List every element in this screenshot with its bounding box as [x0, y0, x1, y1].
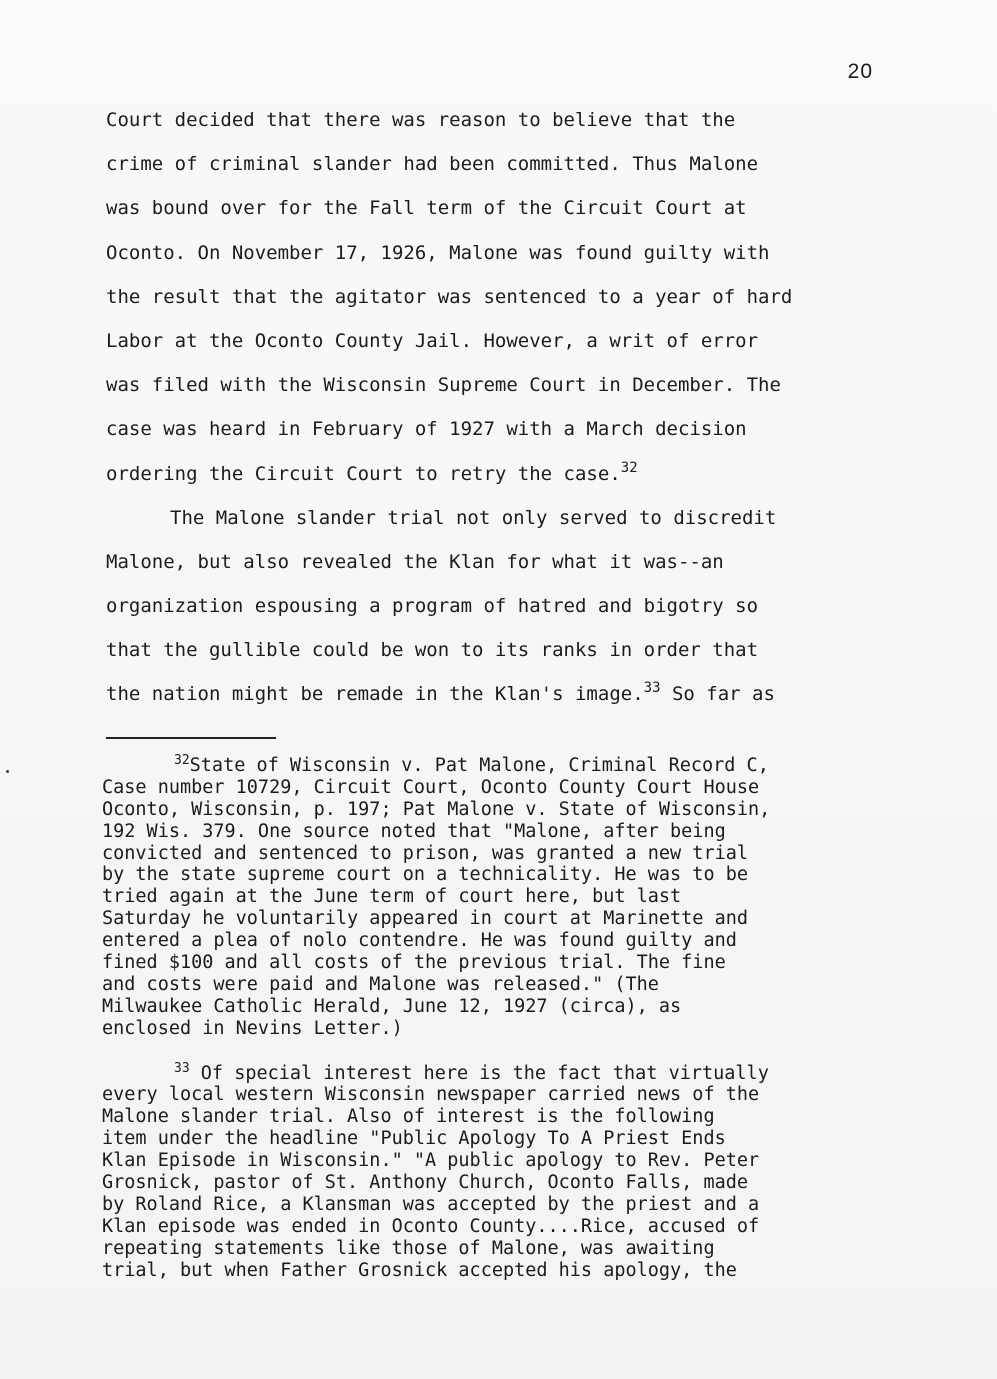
footnote [102, 1060, 902, 1282]
footnote-line-text: Oconto, Wisconsin, p. 197; Pat Malone v. State of Wisconsin, [102, 798, 771, 820]
footnote-line-text: Saturday he voluntarily appeared in court at Marinette and [102, 908, 749, 930]
footnote-reference: 33 [643, 680, 661, 697]
body-line [106, 452, 906, 496]
body-line [106, 275, 906, 319]
body-line-text: Oconto. On November 17, 1926, Malone was found guilty with [106, 241, 770, 264]
footnotes [102, 755, 902, 1304]
footnote-line-text: tried again at the June term of court here, but last [102, 886, 682, 908]
footnote-line-text: State of Wisconsin v. Pat Malone, Criminal Record C, [189, 755, 769, 776]
body-line [106, 231, 906, 275]
body-line [106, 407, 906, 451]
footnote-line [102, 821, 902, 843]
footnote-line [102, 974, 902, 996]
body-line [106, 584, 906, 628]
body-line-text: ordering the Circuit Court to retry the case. [106, 462, 621, 485]
body-line-text: crime of criminal slander had been committed. Thus Malone [106, 153, 759, 176]
footnote-line [102, 908, 902, 930]
footnote-line-text: repeating statements like those of Malone, was awaiting [102, 1237, 715, 1259]
body-line [106, 496, 906, 540]
margin-speck [6, 770, 9, 773]
footnote-line [102, 843, 902, 865]
footnote-line [102, 1150, 902, 1172]
footnote-line [102, 864, 902, 886]
footnote-line [102, 1194, 902, 1216]
footnote-line-text: Milwaukee Catholic Herald, June 12, 1927 (circa), as [102, 995, 682, 1017]
footnote-line-text: Malone slander trial. Also of interest is the following [102, 1106, 715, 1128]
body-line-text: was bound over for the Fall term of the Circuit Court at [106, 197, 747, 220]
footnote-line [102, 1128, 902, 1150]
body-line-text: The Malone slander trial not only served to discredit [170, 506, 777, 529]
body-line-text: was filed with the Wisconsin Supreme Court in December. The [106, 374, 781, 397]
footnote-line-text: 192 Wis. 379. One source noted that "Malone, after being [102, 820, 726, 842]
footnote-line-text: fined $100 and all costs of the previous trial. The fine [102, 952, 726, 974]
footnote-line-text: item under the headline "Public Apology To A Priest Ends [102, 1128, 726, 1150]
body-line [106, 186, 906, 230]
body-line [106, 98, 906, 142]
body-line-text: the nation might be remade in the Klan's image. [106, 683, 644, 706]
body-line-text: that the gullible could be won to its ranks in order that [106, 639, 759, 662]
footnote-line [102, 1172, 902, 1194]
footnote-line [102, 930, 902, 952]
footnote-line [102, 1216, 902, 1238]
footnote-line [102, 1084, 902, 1106]
footnote-line [102, 952, 902, 974]
body-line [106, 363, 906, 407]
footnote [102, 755, 902, 1040]
footnote-line [102, 755, 902, 777]
footnote-number: 32 [174, 753, 190, 768]
footnote-line [102, 1060, 902, 1085]
body-line-text: Court decided that there was reason to believe that the [106, 109, 736, 131]
footnote-rule [106, 737, 276, 739]
body-text [106, 98, 906, 717]
footnote-line-text: trial, but when Father Grosnick accepted his apology, the [102, 1259, 737, 1281]
body-line-text: So far as [660, 683, 775, 706]
body-line [106, 540, 906, 584]
body-line-text: case was heard in February of 1927 with a March decision [106, 418, 747, 441]
footnote-reference: 32 [620, 459, 638, 476]
footnote-line-text: by Roland Rice, a Klansman was accepted by the priest and a [102, 1193, 760, 1215]
footnote-line [102, 1018, 902, 1040]
footnote-line-text: by the state supreme court on a technicality. He was to be [102, 864, 749, 886]
body-line-text: Labor at the Oconto County Jail. However, a writ of error [106, 329, 759, 352]
footnote-line [102, 886, 902, 908]
footnote-line-text: convicted and sentenced to prison, was granted a new trial [102, 842, 749, 864]
body-line-text: Malone, but also revealed the Klan for what it was--an [106, 550, 724, 573]
footnote-line-text: every local western Wisconsin newspaper carried news of the [102, 1084, 760, 1106]
footnote-line-text: Klan episode was ended in Oconto County....Rice, accused of [102, 1215, 760, 1237]
footnote-line-text: and costs were paid and Malone was released." (The [102, 973, 659, 995]
footnote-line-text: Klan Episode in Wisconsin." "A public apology to Rev. Peter [102, 1150, 760, 1172]
body-line-text: organization espousing a program of hatred and bigotry so [106, 595, 759, 618]
body-line [106, 628, 906, 672]
footnote-line [102, 996, 902, 1018]
body-line [106, 142, 906, 186]
footnote-line [102, 1106, 902, 1128]
footnote-line [102, 799, 902, 821]
footnote-line-text: Of special interest here is the fact that virtually [189, 1062, 769, 1084]
footnote-line-text: Case number 10729, Circuit Court, Oconto County Court House [102, 776, 760, 798]
body-line [106, 672, 906, 716]
footnote-line-text: entered a plea of nolo contendre. He was found guilty and [102, 930, 737, 952]
footnote-line [102, 1238, 902, 1260]
footnote-line [102, 1260, 902, 1282]
body-line-text: the result that the agitator was sentenced to a year of hard [106, 285, 793, 308]
footnote-number: 33 [174, 1060, 190, 1076]
footnote-line-text: enclosed in Nevins Letter.) [102, 1017, 403, 1039]
footnote-line-text: Grosnick, pastor of St. Anthony Church, Oconto Falls, made [102, 1172, 749, 1194]
footnote-line [102, 777, 902, 799]
body-line [106, 319, 906, 363]
page-number: 20 [847, 60, 873, 83]
